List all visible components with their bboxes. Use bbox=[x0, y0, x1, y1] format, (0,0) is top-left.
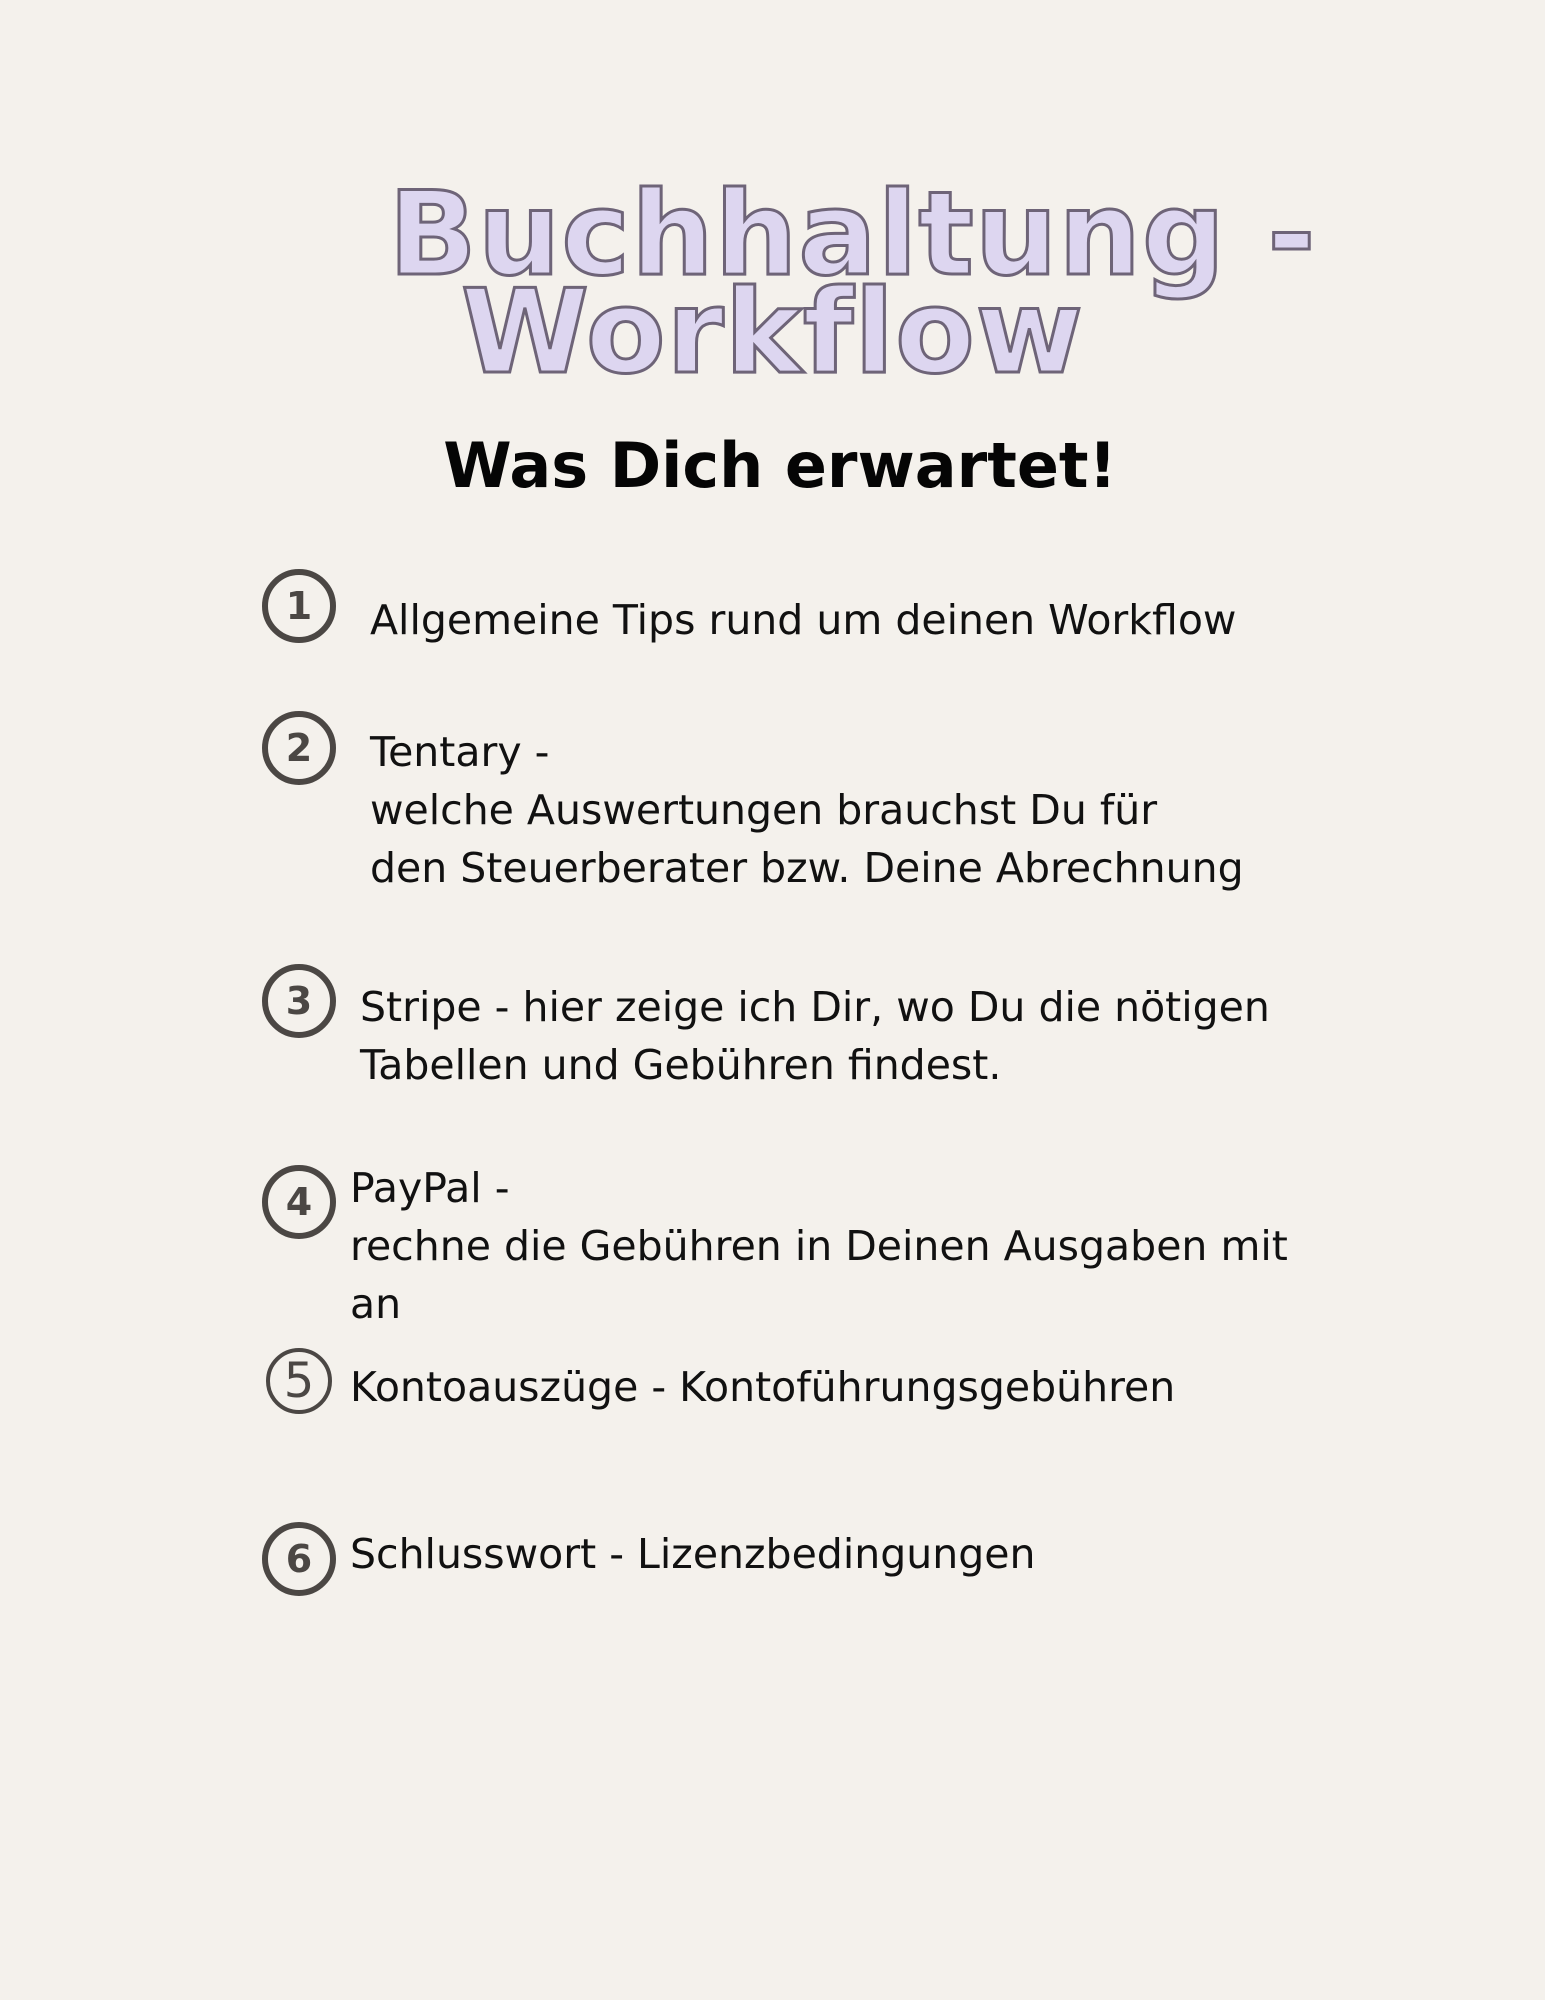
agenda-item-text bbox=[350, 1525, 1035, 1583]
number-circle-4-icon bbox=[262, 1165, 336, 1239]
number-circle-3-icon bbox=[262, 964, 336, 1038]
document-title bbox=[0, 166, 1545, 400]
agenda-item-line: Kontoauszüge - Kontoführungsgebühren bbox=[350, 1363, 1176, 1411]
number-circle-2-icon bbox=[262, 711, 336, 785]
number-label: 3 bbox=[285, 979, 313, 1023]
number-circle-6-icon bbox=[262, 1522, 336, 1596]
agenda-item-line: Stripe - hier zeige ich Dir, wo Du die nötigen bbox=[360, 983, 1270, 1031]
agenda-item-line: Schlusswort - Lizenzbedingungen bbox=[350, 1530, 1036, 1578]
agenda-item-text bbox=[350, 1159, 1288, 1333]
agenda-item-line: Tabellen und Gebühren findest. bbox=[360, 1041, 1002, 1089]
number-label: 1 bbox=[285, 584, 313, 628]
agenda-item-text bbox=[350, 1358, 1175, 1416]
agenda-item-text bbox=[360, 978, 1270, 1094]
number-label: 4 bbox=[285, 1180, 313, 1224]
number-label: 6 bbox=[285, 1537, 313, 1581]
number-circle-1-icon bbox=[262, 569, 336, 643]
agenda-item-line: rechne die Gebühren in Deinen Ausgaben mit bbox=[350, 1222, 1288, 1270]
number-label: 5 bbox=[283, 1353, 315, 1409]
title-line-1: Buchhaltung - bbox=[388, 166, 1317, 302]
agenda-item-line: Tentary - bbox=[370, 728, 550, 776]
agenda-item-line: welche Auswertungen brauchst Du für bbox=[370, 786, 1158, 834]
title-line-2: Workflow bbox=[461, 264, 1084, 400]
document-subtitle: Was Dich erwartet! bbox=[443, 429, 1117, 503]
agenda-item-text bbox=[370, 723, 1244, 897]
agenda-item-line: an bbox=[350, 1280, 402, 1328]
number-label: 2 bbox=[285, 726, 313, 770]
agenda-item-line: PayPal - bbox=[350, 1164, 510, 1212]
number-circle-5-icon bbox=[266, 1348, 332, 1414]
agenda-item-line: den Steuerberater bzw. Deine Abrechnung bbox=[370, 844, 1244, 892]
agenda-item-line: Allgemeine Tips rund um deinen Workflow bbox=[370, 596, 1237, 644]
agenda-item-text bbox=[370, 591, 1236, 649]
